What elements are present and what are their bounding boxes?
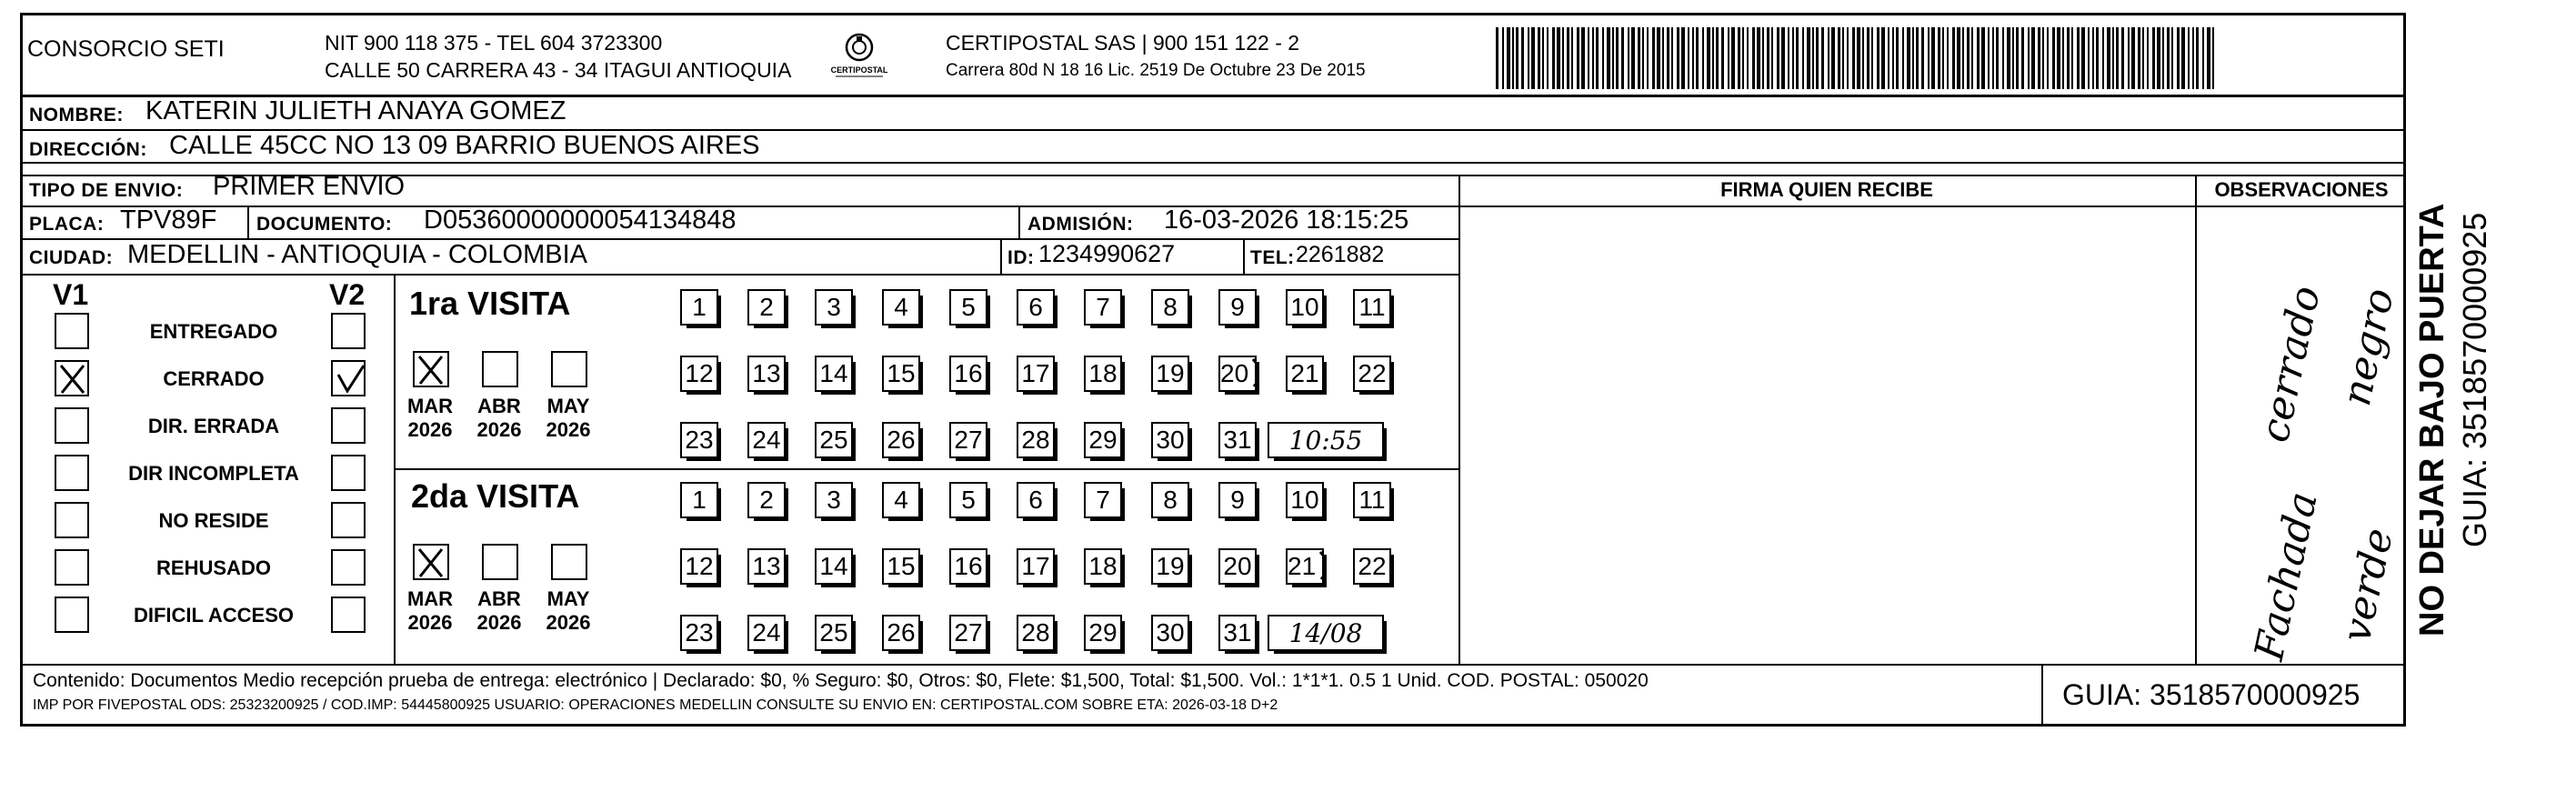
id-value: 1234990627	[1038, 240, 1176, 267]
v2-checkbox[interactable]	[331, 407, 366, 444]
v2-checkbox[interactable]	[331, 360, 366, 396]
observations-header: OBSERVACIONES	[2214, 178, 2389, 201]
imp-line: IMP POR FIVEPOSTAL ODS: 25323200925 / COD.IMP: 54445800925 USUARIO: OPERACIONES MEDELLIN CONSULTE SU ENVIO EN: CERTIPOSTAL.COM SOBRE ETA: 2026-03-18 D+2	[33, 697, 1278, 713]
nit-line: NIT 900 118 375 - TEL 604 3723300	[325, 31, 663, 55]
month-checkbox[interactable]	[551, 351, 587, 387]
status-label: REHUSADO	[156, 556, 271, 579]
status-label: CERRADO	[163, 367, 265, 390]
month-label	[402, 395, 458, 443]
month-year: 2026	[407, 611, 453, 635]
day-box[interactable]: 19	[1151, 356, 1189, 392]
month-year: 2026	[476, 611, 522, 635]
v2-label: V2	[329, 278, 366, 311]
day-box[interactable]: 29	[1084, 615, 1122, 651]
month-label	[540, 587, 596, 636]
footer-guia: GUIA: 3518570000925	[2062, 678, 2360, 711]
month-label	[540, 395, 596, 443]
v1-checkbox[interactable]	[55, 596, 89, 633]
day-box[interactable]: 20	[1218, 548, 1257, 585]
month-name: MAY	[546, 587, 590, 610]
second-visit-title: 2da VISITA	[411, 477, 580, 515]
day-box[interactable]: 26	[882, 615, 920, 651]
month-label	[471, 395, 527, 443]
day-box[interactable]: 7	[1084, 289, 1122, 326]
signature-header: FIRMA QUIEN RECIBE	[1720, 178, 1933, 201]
content-line: Contenido: Documentos Medio recepción prueba de entrega: electrónico | Declarado: $0, % Seguro: $0, Otros: $0, Flete: $1,500, Total: $1,500. Vol.: 1*1*1. 0.5 1 Unid. COD. POSTAL: 050020	[33, 670, 1649, 691]
handwritten-observation-1: cerrado	[2251, 282, 2330, 446]
v1-checkbox[interactable]	[55, 313, 89, 349]
v1-checkbox[interactable]	[55, 502, 89, 538]
document-label: DOCUMENTO:	[256, 214, 393, 235]
status-label: DIFICIL ACCESO	[133, 604, 294, 627]
day-box[interactable]: 29	[1084, 422, 1122, 458]
month-year: 2026	[546, 418, 591, 442]
month-year: 2026	[546, 611, 591, 635]
day-box[interactable]: 5	[949, 289, 987, 326]
day-box[interactable]: 6	[1017, 289, 1055, 326]
license-line: Carrera 80d N 18 16 Lic. 2519 De Octubre 23 De 2015	[946, 61, 1366, 80]
day-box[interactable]: 3	[815, 289, 853, 326]
day-box[interactable]: 30	[1151, 615, 1189, 651]
day-box[interactable]: 20	[1218, 356, 1257, 392]
first-visit-title: 1ra VISITA	[409, 285, 571, 322]
month-name: MAR	[406, 587, 454, 610]
month-checkbox[interactable]	[413, 351, 449, 387]
month-checkbox[interactable]	[413, 544, 449, 580]
day-box[interactable]: 21	[1286, 548, 1324, 585]
day-box[interactable]: 8	[1151, 482, 1189, 518]
day-box[interactable]: 27	[949, 422, 987, 458]
day-box[interactable]: 19	[1151, 548, 1189, 585]
tel-value: 2261882	[1296, 242, 1385, 267]
day-box[interactable]: 23	[680, 615, 718, 651]
name-label: NOMBRE:	[29, 105, 124, 125]
recipient-address: CALLE 45CC NO 13 09 BARRIO BUENOS AIRES	[169, 131, 760, 160]
day-box[interactable]: 12	[680, 548, 718, 585]
day-box[interactable]: 8	[1151, 289, 1189, 326]
day-box[interactable]: 6	[1017, 482, 1055, 518]
day-box[interactable]: 1	[680, 482, 718, 518]
day-box[interactable]: 4	[882, 482, 920, 518]
address-label: DIRECCIÓN:	[29, 139, 147, 160]
v1-checkbox[interactable]	[55, 407, 89, 444]
day-box[interactable]: 13	[747, 548, 786, 585]
day-box[interactable]: 31	[1218, 615, 1257, 651]
day-box[interactable]: 12	[680, 356, 718, 392]
day-box[interactable]: 10	[1286, 482, 1324, 518]
day-box[interactable]: 26	[882, 422, 920, 458]
day-mark	[1248, 356, 1255, 392]
day-box[interactable]: 25	[815, 422, 853, 458]
month-name: MAR	[406, 395, 454, 417]
day-box[interactable]: 1	[680, 289, 718, 326]
day-box[interactable]: 21	[1286, 356, 1324, 392]
svg-text:CERTIPOSTAL: CERTIPOSTAL	[830, 65, 888, 75]
status-label: DIR. ERRADA	[147, 415, 280, 437]
side-guia: GUIA: 3518570000925	[2456, 212, 2493, 547]
v2-checkbox[interactable]	[331, 502, 366, 538]
day-box[interactable]: 3	[815, 482, 853, 518]
signature-area[interactable]	[1460, 207, 2193, 662]
day-box[interactable]: 13	[747, 356, 786, 392]
month-name: ABR	[477, 587, 521, 610]
day-box[interactable]: 9	[1218, 482, 1257, 518]
visit-time[interactable]: 10:55	[1268, 422, 1384, 458]
v2-checkbox[interactable]	[331, 313, 366, 349]
shipment-type: PRIMER ENVIO	[213, 172, 406, 201]
day-box[interactable]: 15	[882, 356, 920, 392]
v2-checkbox[interactable]	[331, 596, 366, 633]
company-name: CONSORCIO SETI	[27, 36, 225, 62]
month-year: 2026	[407, 418, 453, 442]
no-leave-under-door-notice: NO DEJAR BAJO PUERTA	[2413, 203, 2451, 637]
day-box[interactable]: 24	[747, 422, 786, 458]
day-mark	[1316, 548, 1322, 585]
day-box[interactable]: 5	[949, 482, 987, 518]
carrier-line: CERTIPOSTAL SAS | 900 151 122 - 2	[946, 31, 1300, 55]
day-box[interactable]: 16	[949, 548, 987, 585]
month-year: 2026	[476, 418, 522, 442]
month-checkbox[interactable]	[482, 351, 518, 387]
day-box[interactable]: 15	[882, 548, 920, 585]
day-box[interactable]: 31	[1218, 422, 1257, 458]
visit-time[interactable]: 14/08	[1268, 615, 1384, 651]
admission-value: 16-03-2026 18:15:25	[1164, 206, 1409, 235]
month-checkbox[interactable]	[482, 544, 518, 580]
shipment-type-label: TIPO DE ENVIO:	[29, 180, 184, 201]
day-box[interactable]: 23	[680, 422, 718, 458]
day-box[interactable]: 2	[747, 289, 786, 326]
day-box[interactable]: 14	[815, 356, 853, 392]
handwritten-observation-3: Fachada	[2246, 487, 2327, 665]
day-box[interactable]: 4	[882, 289, 920, 326]
status-label: NO RESIDE	[158, 509, 269, 532]
day-box[interactable]: 22	[1353, 356, 1391, 392]
day-box[interactable]: 28	[1017, 422, 1055, 458]
document-value: D05360000000054134848	[424, 206, 737, 235]
plate-value: TPV89F	[120, 206, 217, 235]
day-box[interactable]: 22	[1353, 548, 1391, 585]
day-box[interactable]: 2	[747, 482, 786, 518]
day-box[interactable]: 11	[1353, 289, 1391, 326]
handwritten-observation-2: negro	[2333, 284, 2403, 410]
v2-checkbox[interactable]	[331, 455, 366, 491]
month-checkbox[interactable]	[551, 544, 587, 580]
v1-checkbox[interactable]	[55, 455, 89, 491]
day-box[interactable]: 17	[1017, 356, 1055, 392]
day-box[interactable]: 18	[1084, 356, 1122, 392]
day-box[interactable]: 7	[1084, 482, 1122, 518]
month-name: MAY	[546, 395, 590, 417]
v1-checkbox[interactable]	[55, 360, 89, 396]
recipient-name: KATERIN JULIETH ANAYA GOMEZ	[145, 96, 566, 125]
day-box[interactable]: 25	[815, 615, 853, 651]
city-label: CIUDAD:	[29, 247, 114, 268]
admission-label: ADMISIÓN:	[1027, 214, 1134, 235]
id-label: ID:	[1007, 247, 1035, 268]
day-box[interactable]: 16	[949, 356, 987, 392]
day-box[interactable]: 30	[1151, 422, 1189, 458]
day-box[interactable]: 17	[1017, 548, 1055, 585]
day-box[interactable]: 28	[1017, 615, 1055, 651]
day-box[interactable]: 18	[1084, 548, 1122, 585]
city-value: MEDELLIN - ANTIOQUIA - COLOMBIA	[127, 240, 587, 269]
day-box[interactable]: 24	[747, 615, 786, 651]
handwritten-observation-4: verde	[2333, 524, 2403, 647]
status-label: DIR INCOMPLETA	[128, 462, 299, 485]
month-name: ABR	[477, 395, 521, 417]
v2-checkbox[interactable]	[331, 549, 366, 586]
day-box[interactable]: 11	[1353, 482, 1391, 518]
v1-label: V1	[53, 278, 89, 311]
month-label	[402, 587, 458, 636]
day-box[interactable]: 10	[1286, 289, 1324, 326]
day-box[interactable]: 9	[1218, 289, 1257, 326]
status-label: ENTREGADO	[149, 320, 278, 343]
plate-label: PLACA:	[29, 214, 105, 235]
day-box[interactable]: 14	[815, 548, 853, 585]
tel-label: TEL:	[1250, 247, 1295, 268]
month-label	[471, 587, 527, 636]
day-box[interactable]: 27	[949, 615, 987, 651]
v1-checkbox[interactable]	[55, 549, 89, 586]
address-line: CALLE 50 CARRERA 43 - 34 ITAGUI ANTIOQUIA	[325, 58, 792, 82]
